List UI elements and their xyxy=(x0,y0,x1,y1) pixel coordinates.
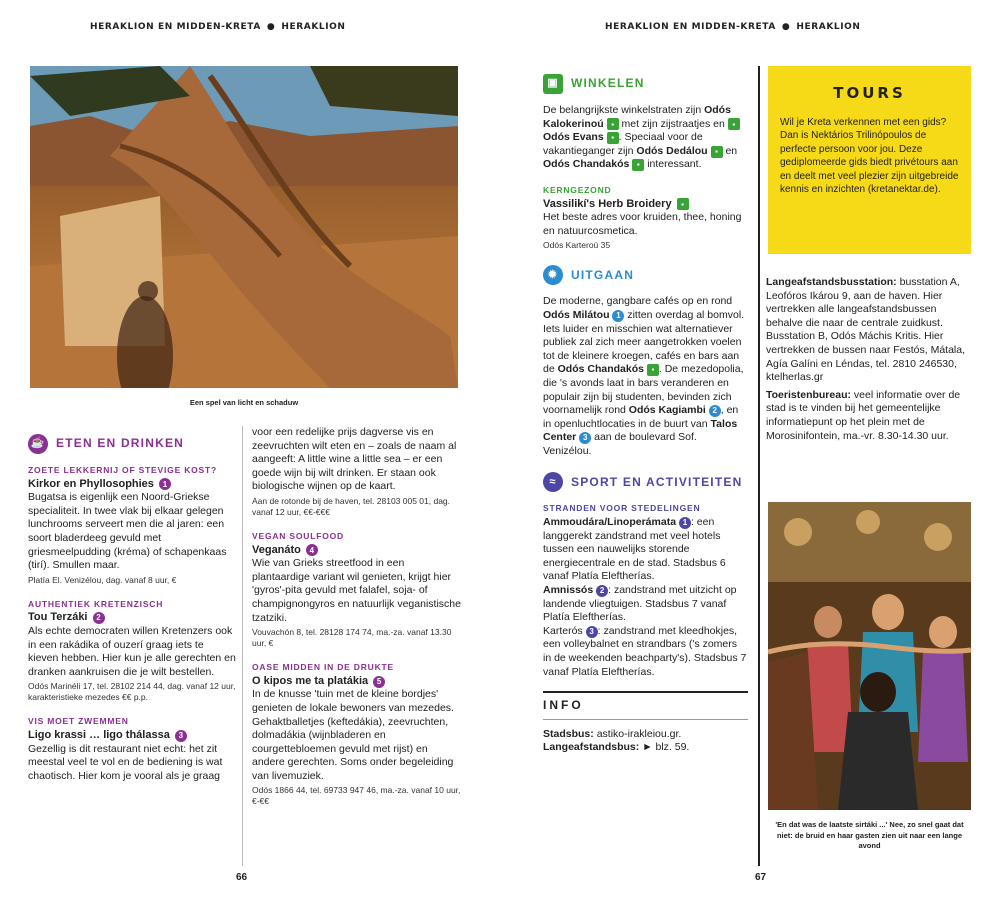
info-label: Toeristenbureau: xyxy=(766,388,851,401)
beach-description: : zandstrand met uitzicht op landende vliegtuigen. Stadsbus 7 vanaf Platía Eleftherías. xyxy=(543,584,737,624)
uitgaan-text xyxy=(543,295,748,458)
page-number-left: 66 xyxy=(236,872,248,883)
info-heading: INFO xyxy=(543,691,748,720)
sport-section-heading xyxy=(543,472,748,492)
running-header-region: HERAKLION EN MIDDEN-KRETA xyxy=(90,22,261,32)
info-label: Langeafstandsbus: xyxy=(543,741,640,754)
info-column xyxy=(766,276,970,443)
listing-terzaki xyxy=(28,598,236,704)
listing-name xyxy=(28,611,236,625)
running-header-right xyxy=(605,22,861,32)
uitgaan-section-heading xyxy=(543,265,748,285)
uitgaan-title: UITGAAN xyxy=(571,267,635,282)
map-marker-number: 2 xyxy=(93,612,105,624)
info-busstation xyxy=(766,276,970,385)
street-name: Talos Center xyxy=(543,417,738,444)
listing-description: Het beste adres voor kruiden, thee, honing en natuurcosmetica. xyxy=(543,211,742,237)
map-marker-number: 3 xyxy=(579,432,591,444)
info-langeafstandsbus xyxy=(543,741,748,755)
street-name: Odós Kalokerinoú xyxy=(543,104,731,130)
map-marker-number: 4 xyxy=(306,544,318,556)
tours-title: TOURS xyxy=(833,84,906,102)
shop-marker-icon: ▪ xyxy=(728,118,740,130)
winkelen-intro xyxy=(543,104,748,172)
info-value: astiko-irakleiou.gr. xyxy=(596,727,682,740)
info-label: Langeafstandsbusstation: xyxy=(766,276,897,288)
listing-name xyxy=(28,478,236,492)
listing-description: Bugatsa is eigenlijk een Noord-Griekse specialiteit. In twee vlak bij elkaar gelegen lunchrooms serveert men die al jaren: een soort bladerdeeg gevuld met griesmeelpudding (kréma) of schapenkaas (tirí). Smullen maar. xyxy=(28,491,227,572)
info-value: busstation A, Leofóros Ikárou 9, aan de haven. Hier vertrekken alle langeafstandsbussen behalve die naar de centrale zuidkust. Busstation B, Odós Máchis Kritis. Hier vertrekken de bussen naar Festós, Mátala, Agía Galíni en Léndas, tel. 2810 246530, ktelherlas.gr xyxy=(766,276,966,384)
location-pin-icon: ● xyxy=(781,22,791,32)
info-tourist-office xyxy=(766,389,970,443)
beach-name: Karterós xyxy=(543,624,583,637)
street-name: Odós Evans xyxy=(543,131,604,144)
cup-icon: ☕ xyxy=(28,434,48,454)
listing-name-text: O kipos me ta platákia xyxy=(252,674,369,687)
listing-ligo-krassi-cont xyxy=(252,426,462,518)
listing-name-text: Ligo krassi … ligo thálassa xyxy=(28,728,170,741)
beach-description: : zandstrand met kleedhokjes, een volleybalnet en strandbars ('s zomers in de weekenden beachparty's). Stadsbus 7 vanaf Platía Eleftherías. xyxy=(543,624,747,678)
eten-column-2 xyxy=(252,426,462,819)
listing-name xyxy=(252,675,462,689)
listing-name-text: Tou Terzáki xyxy=(28,611,88,624)
map-marker-number: 1 xyxy=(159,478,171,490)
listing-kipos xyxy=(252,661,462,807)
listing-subheading: ZOETE LEKKERNIJ OF STEVIGE KOST? xyxy=(28,465,218,475)
map-marker-number: 5 xyxy=(373,676,385,688)
text-run: en xyxy=(725,144,738,157)
shop-marker-icon: ▪ xyxy=(711,146,723,158)
street-name: Odós Chandakós xyxy=(557,363,644,376)
listing-description: Wie van Grieks streetfood in een plantaardige variant wil genieten, krijgt hier 'gyros'-pita gevuld met falafel, soja- of champignongyros en natuurlijk veganistische tzatziki. xyxy=(252,557,461,624)
listing-address: Odós Marinéli 17, tel. 28102 214 44, dag. vanaf 12 uur, karakteristieke mezedes €€ p.p. xyxy=(28,681,236,703)
text-run: , en in openluchtlocaties in de buurt van xyxy=(543,404,739,430)
listing-description: Als echte democraten willen Kretenzers ook in een rakádika of ouzerí graag iets te kieven hebben. Hier kun je alle gerechten en dranken aankruisen die je wilt bestellen. xyxy=(28,624,236,678)
listing-name-text: Kirkor en Phyllosophies xyxy=(28,477,154,490)
sport-beaches xyxy=(543,502,748,679)
text-run: zitten overdag al bomvol. Iets luider en misschien wat alternatiever publiek zal zich meer aangetrokken voelen tot de kleinere kroegen, cafés en bars aan de xyxy=(543,308,745,376)
listing-subheading: AUTHENTIEK KRETENZISCH xyxy=(28,598,164,609)
running-header-city: HERAKLION xyxy=(281,22,346,32)
shop-marker-icon: ▪ xyxy=(607,118,619,130)
text-run: interessant. xyxy=(647,158,702,171)
map-marker-number: 2 xyxy=(596,585,608,597)
shop-marker-icon: ▪ xyxy=(632,159,644,171)
dance-photo xyxy=(768,502,971,810)
map-marker-number: 3 xyxy=(175,730,187,742)
text-run: De moderne, gangbare cafés op en rond xyxy=(543,295,733,308)
info-label: Stadsbus: xyxy=(543,727,594,740)
text-run: met zijn zijstraatjes en xyxy=(621,117,725,130)
listing-address: Odós Karteroú 35 xyxy=(543,240,611,251)
running-header-city: HERAKLION xyxy=(796,22,861,32)
listing-name xyxy=(28,729,236,743)
listing-subheading: KERNGEZOND xyxy=(543,184,612,195)
listing-address: Aan de rotonde bij de haven, tel. 28103 005 01, dag. vanaf 12 uur, €€-€€€ xyxy=(252,495,451,517)
shopping-bag-icon: ▣ xyxy=(543,74,563,94)
winkelen-section-heading xyxy=(543,74,748,94)
listing-description: In de knusse 'tuin met de kleine bordjes' genieten de lokale bewoners van mezedes. Gehaktballetjes (keftedákia), zeevruchten, dolmadákia (wijnbladeren en courgettebloemen gevuld met rijst) en andere gerechten. Soms onder begeleiding van livemuziek. xyxy=(252,688,454,782)
photo-caption-2: 'En dat was de laatste sirtáki ...' Nee, zo snel gaat dat niet: de bruid en haar gasten zien uit naar een lange avond xyxy=(775,820,964,850)
listing-kirkor xyxy=(28,464,236,586)
eten-section-heading xyxy=(28,434,236,454)
text-run: De belangrijkste winkelstraten zijn xyxy=(543,104,702,116)
listing-subheading: STRANDEN VOOR STEDELINGEN xyxy=(543,503,701,514)
column-divider xyxy=(242,426,243,866)
eten-title: ETEN EN DRINKEN xyxy=(56,436,185,451)
listing-name-text: Veganáto xyxy=(252,543,301,556)
sport-title: SPORT EN ACTIVITEITEN xyxy=(571,474,743,489)
listing-subheading: OASE MIDDEN IN DE DRUKTE xyxy=(252,662,394,673)
running-header-left xyxy=(90,22,346,32)
listing-address: Platía El. Venizélou, dag. vanaf 8 uur, € xyxy=(28,574,177,585)
beach-description: : een langgerekt zandstrand met veel hotels tussen een nauwelijks storende energiecentrale en de stad. Stadsbus 6 vanaf Platía Eleftherías. xyxy=(543,516,726,583)
listing-description: Gezellig is dit restaurant niet echt: het zit meestal veel te vol en de bediening is wat chaotisch. Hier kom je vooral als je graag xyxy=(28,742,223,782)
shop-marker-icon: ▪ xyxy=(677,198,689,210)
column-divider-bold xyxy=(758,66,760,866)
sun-icon: ✹ xyxy=(543,265,563,285)
street-name: Odós Chandakós xyxy=(543,158,630,171)
map-marker-number: 2 xyxy=(709,405,721,417)
map-marker-number: 3 xyxy=(586,626,598,638)
listing-name xyxy=(252,544,462,558)
winkelen-uitgaan-column xyxy=(543,74,748,755)
tree-photo xyxy=(30,66,458,388)
info-value: veel informatie over de stad is te vinden bij het gemeentelijke informatiepunt op het plein met de Morosinifontein, ma.-vr. 8.30-14.30 uur. xyxy=(766,388,961,442)
listing-ligo-krassi xyxy=(28,715,236,783)
listing-description: voor een redelijke prijs dagverse vis en zeevruchten wilt eten en – zoals de naam al aangeeft: A little wine a little sea – er een goede wijn bij wilt drinken. Er staan ook biologische wijnen op de kaart. xyxy=(252,426,457,493)
listing-name xyxy=(543,198,748,212)
location-pin-icon: ● xyxy=(266,22,276,32)
eten-column-1 xyxy=(28,434,236,795)
shop-marker-icon: ▪ xyxy=(647,364,659,376)
map-marker-number: 1 xyxy=(679,517,691,529)
listing-subheading: VEGAN SOULFOOD xyxy=(252,530,344,541)
map-marker-number: 1 xyxy=(612,310,624,322)
listing-vassiliki xyxy=(543,184,748,251)
text-run: . Speciaal voor de vakantieganger zijn xyxy=(543,131,703,157)
listing-name-text: Vassilikí's Herb Broidery xyxy=(543,197,672,210)
listing-subheading: VIS MOET ZWEMMEN xyxy=(28,716,129,727)
tours-box xyxy=(768,66,971,254)
tours-text: Wil je Kreta verkennen met een gids? Dan is Nektários Trilinópoulos de perfecte persoon voor jou. Deze gediplomeerde gids biedt privétours aan en deelt met veel plezier zijn uitgebreide kennis en inzichten (kretanektar.de). xyxy=(780,117,959,196)
listing-address: Odós 1866 44, tel. 69733 947 46, ma.-za. vanaf 10 uur, €-€€ xyxy=(252,785,461,807)
street-name: Odós Milátou xyxy=(543,308,610,321)
shop-marker-icon: ▪ xyxy=(607,132,619,144)
street-name: Odós Kagiambi xyxy=(628,404,706,417)
info-stadsbus xyxy=(543,728,748,742)
text-run: aan de boulevard Sof. Venizélou. xyxy=(543,431,697,457)
winkelen-title: WINKELEN xyxy=(571,76,645,91)
listing-veganato xyxy=(252,530,462,649)
photo-caption: Een spel van licht en schaduw xyxy=(189,398,299,407)
listing-address: Vouvachón 8, tel. 28128 174 74, ma.-za. vanaf 13.30 uur, € xyxy=(252,627,452,649)
info-value: ► blz. 59. xyxy=(642,741,690,754)
page-number-right: 67 xyxy=(755,872,767,883)
beach-name: Amnissós xyxy=(543,584,594,597)
beach-name: Ammoudára/Linoperámata xyxy=(543,516,677,529)
text-run: . De mezedopolia, die 's avonds laat in bars veranderen en populair zijn bij studenten, bevinden zich voornamelijk rond xyxy=(543,363,744,417)
running-header-region: HERAKLION EN MIDDEN-KRETA xyxy=(605,22,776,32)
swimmer-icon: ≈ xyxy=(543,472,563,492)
street-name: Odós Dedálou xyxy=(636,144,708,157)
